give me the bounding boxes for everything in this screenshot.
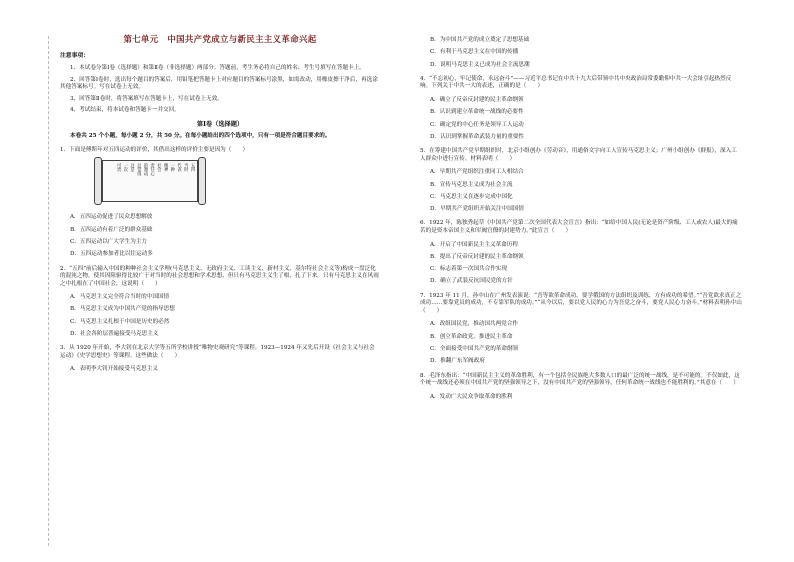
option-c: C．确定党的中心任务是领导工人运动 bbox=[430, 121, 524, 128]
notice-item: 3、回答第Ⅱ卷时，将答案填写在答题卡上，写在试卷上无效。 bbox=[70, 95, 223, 102]
question-5-stem: 5．在筹建中国共产党早期组织时，北京小组创办《劳动音》，用通俗文字向工人宣传马克思主义；广州小组创办《群报》，深入工人群众中进行宣传。材料表明（ ） bbox=[420, 148, 737, 162]
question-6-stem: 6．1922 年，陈独秀起草《中国共产党第二次全国代表大会宣言》指出：“如给中国人民(无论是资产阶级、工人或农人)最大的痛苦的是资本帝国主义和军阀官僚的封建势力。”此宣言（ ） bbox=[420, 220, 738, 234]
scroll-text bbox=[106, 163, 194, 199]
option-b: B．为中国共产党的成立奠定了思想基础 bbox=[430, 37, 530, 43]
question-1-options bbox=[60, 211, 380, 260]
question-5-options bbox=[420, 166, 742, 215]
question-8-stem: 8．毛泽东指出：“中国新民主主义的革命胜利，有一个包括全民族绝大多数人口的最广泛的统一战线，是不可能的。不仅如此，这个统一战线还必须在中国共产党的坚强领导之下，没有中国共产党的坚强领导，任何革命统一战线也不能胜利的。”其意在（ ） bbox=[420, 372, 740, 387]
scroll-roll-right bbox=[198, 157, 206, 205]
question-3-stem: 3．从 1920 年开始，李大钊在北京大学等五所学校讲授“唯物史观研究”等课程。1923—1924 年又先后开设《社会主义与社会运动》《史学思想史》等课程。这些做法（ ） bbox=[60, 345, 375, 359]
notice-heading: 注意事项： bbox=[60, 53, 89, 60]
option-a: A．表明李大钊开始接受马克思主义 bbox=[70, 366, 158, 373]
option-d: D．认识到掌握革命武装力量的重要性 bbox=[430, 133, 524, 140]
option-d: D．推翻广东军阀政府 bbox=[430, 358, 485, 365]
scroll-column: 当时 bbox=[183, 163, 189, 172]
option-a: A．确立了反帝反封建的民主革命纲领 bbox=[430, 96, 524, 103]
scroll-column: 精神 bbox=[163, 163, 169, 172]
right-column bbox=[420, 34, 742, 408]
page-title: 第七单元 中国共产党成立与新民主主义革命兴起 bbox=[123, 34, 317, 44]
option-d: D．社会各阶层普遍接受马克思主义 bbox=[70, 331, 159, 338]
calligraphy-scroll-image bbox=[94, 157, 206, 205]
scroll-column: 的激动 bbox=[142, 163, 148, 177]
question-7-options bbox=[420, 318, 742, 367]
option-b: B．马克思主义成为中国共产党的指导思想 bbox=[70, 306, 175, 313]
option-d: D．确立了武装反抗国民党的方针 bbox=[430, 278, 513, 285]
question-4-options bbox=[420, 94, 742, 143]
question-7-stem: 7．1923 年 11 月，孙中山在广州发表演说：“吾等欲革命成功，要学俄国的方法组织及训练，方有成功的希望。”“吾党欲求真正之成功……要靠党员的成功，不专靠军队的成功。”“从今以后，要以党人民的心力为吾党之奋斗，要党人民心力奋斗。”材料表明孙中山（ ） bbox=[420, 292, 742, 314]
option-b: B．认识到建立革命统一战线的必要性 bbox=[430, 109, 524, 116]
scroll-column: 这是 bbox=[129, 163, 135, 172]
option-a: A．发动广大民众争取革命的胜利 bbox=[430, 393, 513, 400]
question-1-stem: 1．下面是傅斯年对五四运动的评价，其借出这样的评价主要是因为（ ） bbox=[60, 146, 249, 153]
scroll-column: 可贵 bbox=[116, 163, 122, 172]
scroll-column: 总觉得 bbox=[136, 163, 142, 177]
question-4-stem: 4．“不忘初心，牢记使命，永远奋斗”——习近平总书记在中共十九大后带领中共中央政治局常委瞻仰中共一大会址引起热烈反响。下列关于中共一大的表述，正确的是（ ） bbox=[420, 75, 732, 90]
scroll-column: 责任心 bbox=[149, 163, 155, 177]
question-3-options-continued bbox=[420, 34, 742, 71]
option-a: A．开启了中国新民主主义革命历程 bbox=[430, 241, 518, 248]
notice-item: 2、回答第Ⅰ卷时，选出每个题目的答案后，用铅笔把答题卡上对应题目的答案标号涂黑，如需改动，用橡皮擦干净后，再选涂其他答案标号。写在试卷上无效。 bbox=[60, 76, 378, 91]
option-a: A．五四运动促进了民众思想解放 bbox=[70, 214, 153, 221]
notice-item: 1、本试卷分第Ⅰ卷（选择题）和第Ⅱ卷（非选择题）两部分。答题前，考生务必将自己的姓名、考生号填写在答题卡上。 bbox=[70, 65, 365, 72]
scroll-column: 代表 bbox=[176, 163, 182, 172]
option-d: D．早期共产党组织开始关注中国国情 bbox=[430, 206, 524, 213]
option-a: A．早期共产党组织注重同工人相结合 bbox=[430, 169, 524, 176]
question-8-options bbox=[420, 391, 742, 403]
section-intro: 本卷共 25 个小题，每小题 2 分，共 50 分。在每小题给出的四个选项中，只有一项是符合题目要求的。 bbox=[70, 133, 331, 140]
option-c: C．马克思主义扎根于中国是历史的必然 bbox=[70, 318, 170, 325]
option-c: C．有利于马克思主义在中国的传播 bbox=[430, 49, 519, 56]
option-b: B．提出了反帝反封建的民主革命纲领 bbox=[430, 253, 524, 260]
option-c: C．全面接受中国共产党的革命纲领 bbox=[430, 345, 519, 352]
scroll-column: 一种 bbox=[169, 163, 175, 172]
option-b: B．创立革命政党，推进民主革命 bbox=[430, 333, 513, 340]
scroll-column: 一次 bbox=[122, 163, 128, 172]
option-b: B．宣传马克思主义成为社会主流 bbox=[430, 181, 513, 188]
option-c: C．五四运动以广大学生为主力 bbox=[70, 238, 147, 245]
question-6-options bbox=[420, 239, 742, 288]
option-c: C．标志着第一次国共合作实现 bbox=[430, 266, 507, 273]
option-d: D．五四运动参加者比以往运动多 bbox=[70, 251, 153, 258]
question-3-options bbox=[60, 363, 380, 375]
option-d: D．说明马克思主义已成为社会主流思潮 bbox=[430, 61, 530, 68]
scroll-column: 社会 bbox=[156, 163, 162, 172]
left-column bbox=[60, 34, 380, 381]
question-2-stem: 2．“五四”前后输入中国的种种社会主义学理(马克思主义、无政府主义、工读主义、新村主义、基尔特社会主义等)构成一盘泛化的混沌之物，使其因阻驱得比较广于对当时的社会思想和学术思想，但只有马克思主义生了根，扎了下来。只有马克思主义在风雨之中扎根在了中国社会，这说明（ ） bbox=[60, 265, 379, 287]
scroll-column: 五四 bbox=[190, 163, 195, 172]
binding-line bbox=[48, 36, 49, 546]
option-a: A．马克思主义完全符合当时的中国国情 bbox=[70, 294, 170, 301]
question-2-options bbox=[60, 291, 380, 340]
section-heading: 第Ⅰ卷（选择题） bbox=[196, 120, 244, 128]
notice-item: 4、考试结束，将本试卷和答题卡一并交回。 bbox=[70, 107, 180, 114]
option-b: B．五四运动有着广泛的群众基础 bbox=[70, 226, 153, 233]
option-c: C．马克思主义在逐步完成中国化 bbox=[430, 193, 513, 200]
scroll-roll-left bbox=[94, 157, 102, 205]
option-a: A．改组国民党，推动国共两党合作 bbox=[430, 321, 518, 328]
